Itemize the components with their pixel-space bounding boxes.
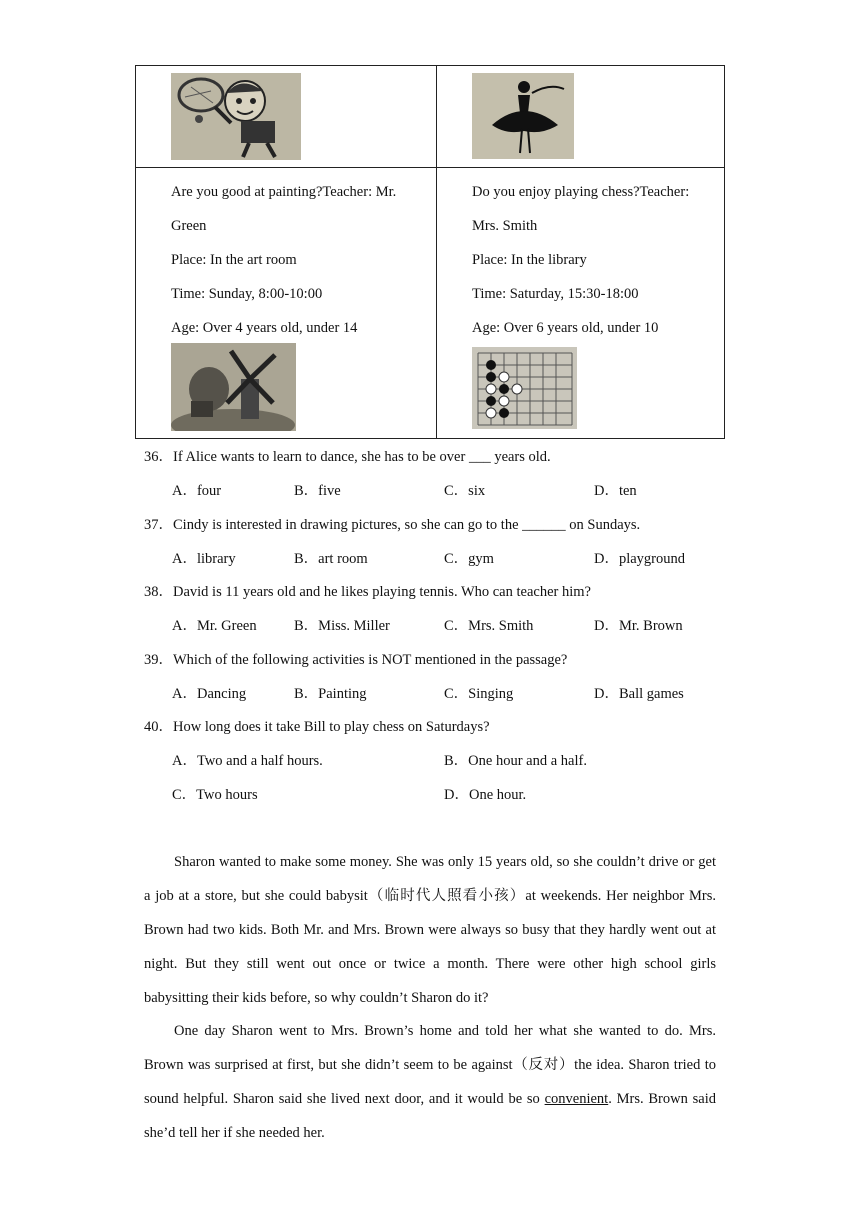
passage-paragraph-2: [144, 1014, 716, 1150]
option-39-b[interactable]: B．Painting: [294, 686, 367, 702]
option-36-d[interactable]: D．ten: [594, 483, 637, 499]
option-36-c[interactable]: C．six: [444, 483, 486, 499]
passage-paragraph-1: [144, 845, 716, 1015]
option-39-a[interactable]: A．Dancing: [172, 686, 247, 702]
painting-time: Time: Sunday, 8:00-10:00: [171, 286, 323, 302]
question-38: 38．David is 11 years old and he likes playing tennis. Who can teacher him?: [144, 584, 591, 600]
painting-place: Place: In the art room: [171, 252, 297, 268]
chess-board-picture: [472, 347, 577, 429]
ballet-dancer-picture: [472, 73, 574, 159]
cell-chess-class: [437, 168, 725, 439]
question-37: 37．Cindy is interested in drawing pictures, so she can go to the ______ on Sundays.: [144, 517, 641, 533]
passage-paragraph-1-text: Sharon wanted to make some money. She was only 15 years old, so she couldn’t drive or get a job at a store, but she could babysit（临时代人照看小孩）at weekends. Her neighbor Mrs. Brown had two kids. Both Mr. and Mrs. Brown were always so busy that they hardly went out at night. But they still went out once or twice a month. There were other high school girls babysitting their kids before, so why couldn’t Sharon do it?: [144, 854, 716, 1006]
painting-age: Age: Over 4 years old, under 14: [171, 320, 358, 336]
option-38-a[interactable]: A．Mr. Green: [172, 618, 257, 634]
option-39-d[interactable]: D．Ball games: [594, 686, 684, 702]
chess-line-1: Do you enjoy playing chess?Teacher:: [472, 184, 690, 200]
option-40-c[interactable]: C．Two hours: [172, 787, 258, 803]
option-36-a[interactable]: A．four: [172, 483, 222, 499]
passage-paragraph-2-text-a: One day Sharon went to Mrs. Brown’s home and told her what she wanted to do. Mrs. Brown was surprised at first, but she didn’t seem to be against（反对）the idea. Sharon tried to sound helpful. Sharon said she lived next door, and it would be so: [144, 1023, 716, 1107]
option-40-b[interactable]: B．One hour and a half.: [444, 753, 587, 769]
passage-paragraph-2-text-b: . Mrs. Brown said she’d tell her if she needed her.: [144, 1091, 716, 1141]
chess-time: Time: Saturday, 15:30-18:00: [472, 286, 639, 302]
option-38-d[interactable]: D．Mr. Brown: [594, 618, 683, 634]
chess-line-2: Mrs. Smith: [472, 218, 538, 234]
option-37-b[interactable]: B．art room: [294, 551, 368, 567]
option-37-c[interactable]: C．gym: [444, 551, 494, 567]
underlined-word-convenient: convenient: [544, 1091, 609, 1107]
chess-age: Age: Over 6 years old, under 10: [472, 320, 659, 336]
cell-painting-class: [136, 168, 437, 439]
painting-line-2: Green: [171, 218, 207, 234]
option-40-d[interactable]: D．One hour.: [444, 787, 527, 803]
chess-place: Place: In the library: [472, 252, 587, 268]
question-39: 39．Which of the following activities is NOT mentioned in the passage?: [144, 652, 568, 668]
cell-tennis: [136, 66, 437, 168]
activity-table: [135, 65, 725, 439]
option-39-c[interactable]: C．Singing: [444, 686, 514, 702]
option-40-a[interactable]: A．Two and a half hours.: [172, 753, 323, 769]
option-37-a[interactable]: A．library: [172, 551, 236, 567]
painting-line-1: Are you good at painting?Teacher: Mr.: [171, 184, 397, 200]
option-37-d[interactable]: D．playground: [594, 551, 686, 567]
windmill-painting-picture: [171, 343, 296, 431]
cell-ballet: [437, 66, 725, 168]
question-36: 36．If Alice wants to learn to dance, she has to be over ___ years old.: [144, 449, 551, 465]
tennis-boy-picture: [171, 73, 301, 160]
option-38-b[interactable]: B．Miss. Miller: [294, 618, 390, 634]
option-38-c[interactable]: C．Mrs. Smith: [444, 618, 534, 634]
option-36-b[interactable]: B．five: [294, 483, 341, 499]
question-40: 40．How long does it take Bill to play chess on Saturdays?: [144, 719, 490, 735]
